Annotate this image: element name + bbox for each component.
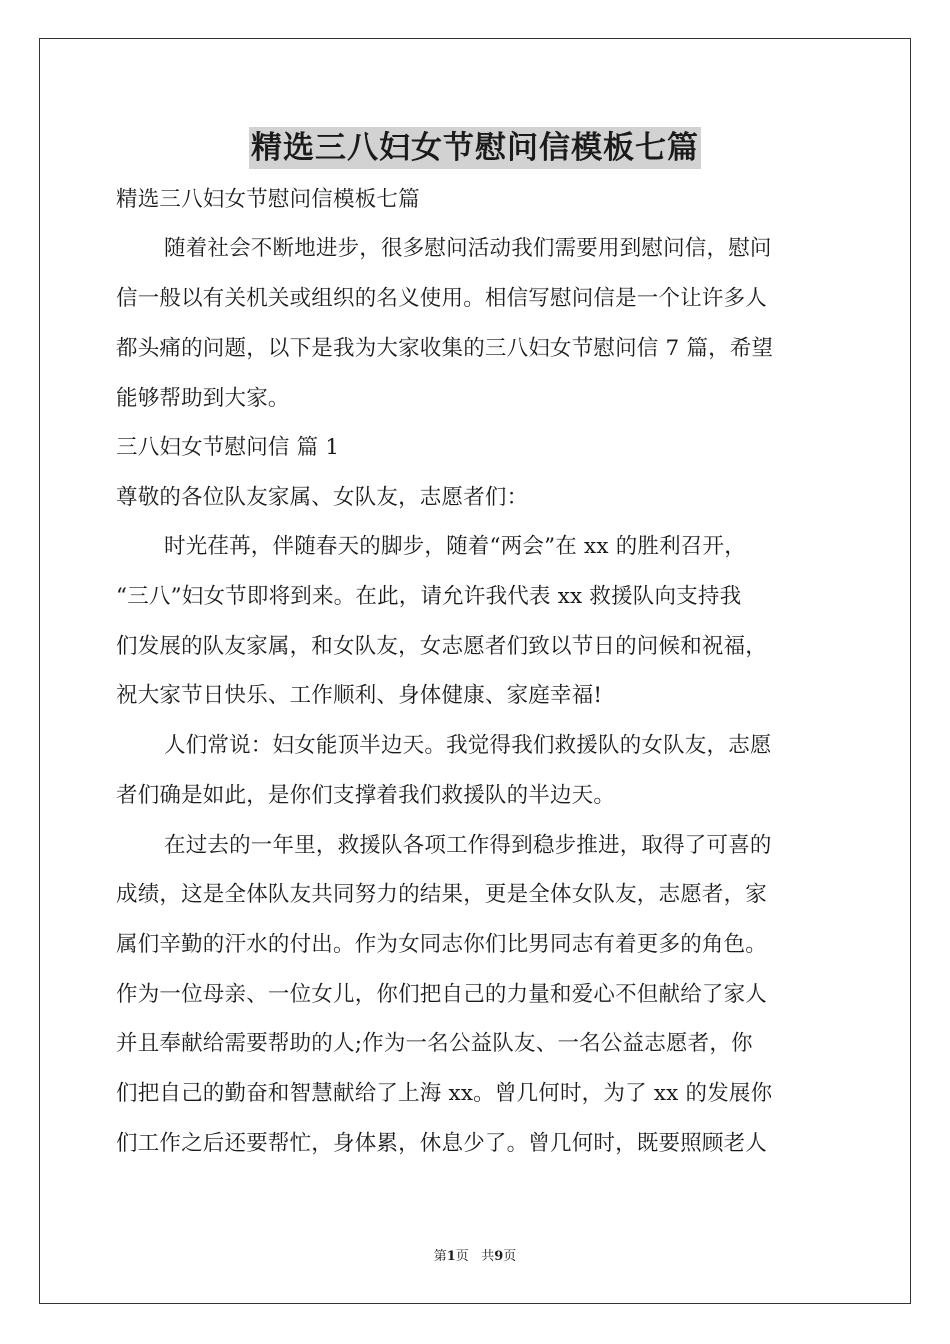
page-footer [0, 1248, 950, 1266]
text-line: “三八”妇女节即将到来。在此，请允许我代表 xx 救援队向支持我 [116, 584, 742, 609]
text-line: 都头痛的问题，以下是我为大家收集的三八妇女节慰问信 7 篇，希望 [116, 336, 774, 361]
page-frame [39, 38, 911, 1304]
text-line: 时光荏苒，伴随春天的脚步，随着“两会”在 xx 的胜利召开， [164, 534, 746, 559]
text-line: 信一般以有关机关或组织的名义使用。相信写慰问信是一个让许多人 [116, 286, 768, 311]
page-suffix: 页 [455, 1249, 469, 1264]
title-container [0, 127, 950, 169]
text-line: 们把自己的勤奋和智慧献给了上海 xx。曾几何时，为了 xx 的发展你 [116, 1081, 773, 1106]
text-line: 们发展的队友家属，和女队友，女志愿者们致以节日的问候和祝福， [116, 634, 768, 659]
total-pages: 9 [494, 1249, 504, 1264]
total-suffix: 页 [503, 1249, 517, 1264]
text-line: 作为一位母亲、一位女儿，你们把自己的力量和爱心不但献给了家人 [116, 982, 768, 1007]
text-line: 随着社会不断地进步，很多慰问活动我们需要用到慰问信，慰问 [164, 236, 772, 261]
text-line: 祝大家节日快乐、工作顺利、身体健康、家庭幸福! [116, 683, 603, 708]
text-line: 并且奉献给需要帮助的人;作为一名公益队友、一名公益志愿者，你 [116, 1031, 753, 1056]
text-line: 者们确是如此，是你们支撑着我们救援队的半边天。 [116, 783, 616, 808]
page-number: 1 [446, 1249, 456, 1264]
text-line: 三八妇女节慰问信 篇 1 [116, 435, 340, 460]
text-line: 们工作之后还要帮忙，身体累，休息少了。曾几何时，既要照顾老人 [116, 1131, 768, 1156]
document-title: 精选三八妇女节慰问信模板七篇 [249, 127, 701, 169]
text-line: 人们常说：妇女能顶半边天。我觉得我们救援队的女队友，志愿 [164, 733, 772, 758]
page-prefix: 第 [433, 1249, 447, 1264]
text-line: 精选三八妇女节慰问信模板七篇 [116, 187, 420, 212]
text-line: 属们辛勤的汗水的付出。作为女同志你们比男同志有着更多的角色。 [116, 932, 768, 957]
text-line: 在过去的一年里，救援队各项工作得到稳步推进，取得了可喜的 [164, 833, 772, 858]
text-line: 能够帮助到大家。 [116, 386, 290, 411]
total-prefix: 共 [481, 1249, 495, 1264]
text-line: 成绩，这是全体队友共同努力的结果，更是全体女队友，志愿者，家 [116, 882, 768, 907]
text-line: 尊敬的各位队友家属、女队友，志愿者们： [116, 485, 529, 510]
